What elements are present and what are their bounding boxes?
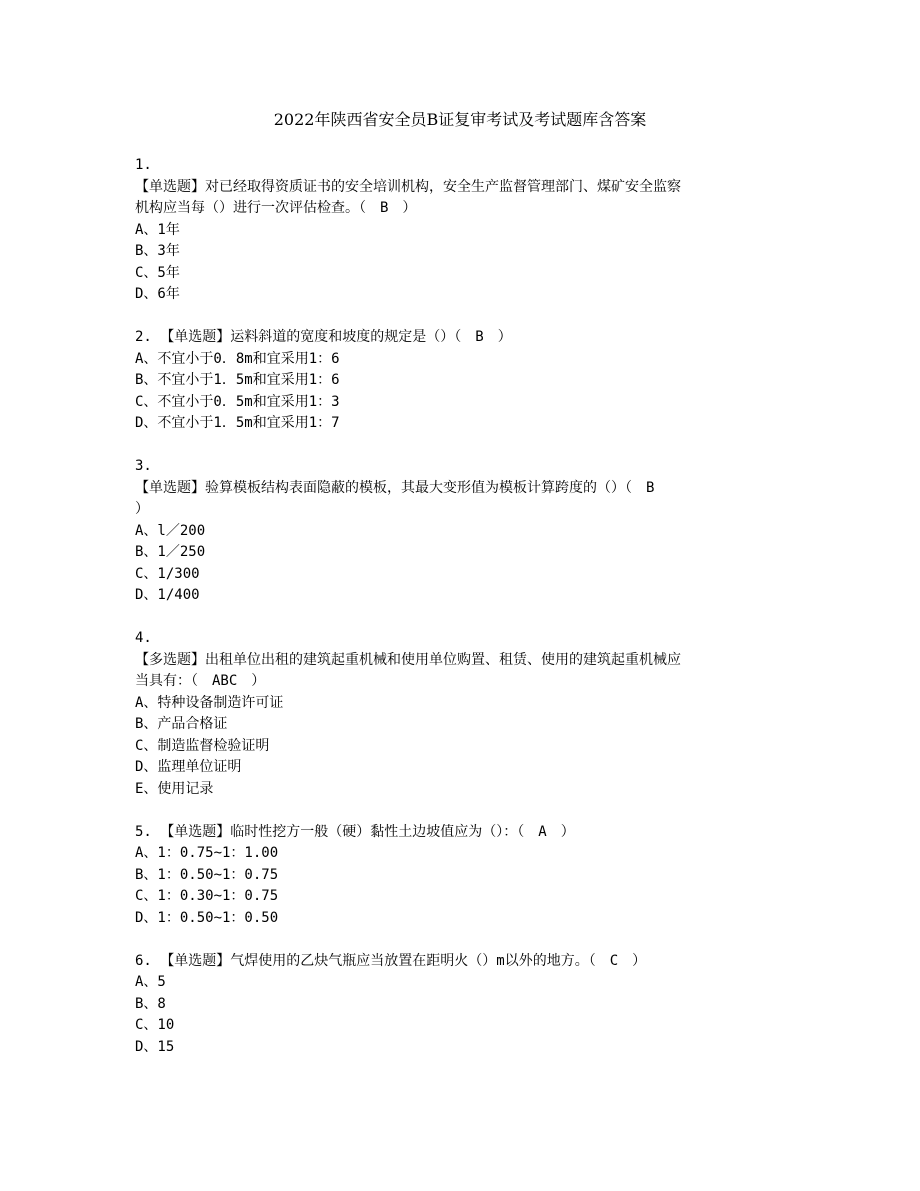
question-text: 机构应当每（）进行一次评估检查。（ B ）	[135, 200, 417, 216]
option-e: E、使用记录	[135, 780, 214, 797]
option-b: B、8	[135, 995, 166, 1012]
option-b: B、1：0.50~1：0.75	[135, 866, 279, 883]
question-2	[135, 327, 795, 435]
option-a: A、1：0.75~1：1.00	[135, 845, 279, 861]
question-text: ）	[135, 501, 149, 517]
option-d: D、不宜小于1．5m和宜采用1：7	[135, 415, 340, 431]
option-a: A、特种设备制造许可证	[135, 694, 284, 711]
option-c: C、10	[135, 1017, 175, 1033]
question-number: 1.	[135, 157, 152, 173]
option-d: D、1：0.50~1：0.50	[135, 909, 279, 926]
question-text: 2. 【单选题】运料斜道的宽度和坡度的规定是（）（ B ）	[135, 329, 512, 345]
document-title: 2022年陕西省安全员B证复审考试及考试题库含答案	[273, 110, 647, 129]
question-number: 4.	[135, 630, 152, 646]
option-a: A、5	[135, 974, 166, 990]
question-6	[135, 951, 795, 1059]
question-number: 3.	[135, 458, 152, 474]
option-b: B、产品合格证	[135, 716, 228, 732]
question-text: 5. 【单选题】临时性挖方一般（硬）黏性土边坡值应为（）：（ A ）	[135, 823, 575, 840]
option-b: B、不宜小于1．5m和宜采用1：6	[135, 372, 340, 388]
option-c: C、1：0.30~1：0.75	[135, 888, 279, 904]
question-text: 6. 【单选题】气焊使用的乙炔气瓶应当放置在距明火（）m以外的地方。（ C ）	[135, 952, 647, 969]
option-c: C、制造监督检验证明	[135, 737, 270, 754]
option-c: C、不宜小于0．5m和宜采用1：3	[135, 393, 340, 410]
question-list	[135, 155, 795, 1080]
question-1	[135, 155, 795, 306]
question-text: 【单选题】验算模板结构表面隐蔽的模板，其最大变形值为模板计算跨度的（）（ B	[135, 479, 655, 496]
option-a: A、l／200	[135, 522, 206, 539]
option-c: C、1/300	[135, 565, 200, 582]
option-a: A、不宜小于0．8m和宜采用1：6	[135, 350, 340, 367]
question-3	[135, 456, 795, 607]
question-5	[135, 822, 795, 930]
option-d: D、15	[135, 1038, 175, 1055]
option-b: B、1／250	[135, 544, 206, 560]
question-text: 【多选题】出租单位出租的建筑起重机械和使用单位购置、租赁、使用的建筑起重机械应	[135, 651, 681, 668]
question-text: 【单选题】对已经取得资质证书的安全培训机构，安全生产监督管理部门、煤矿安全监察	[135, 178, 681, 195]
option-d: D、6年	[135, 286, 180, 302]
option-b: B、3年	[135, 243, 180, 259]
option-a: A、1年	[135, 221, 180, 238]
option-d: D、监理单位证明	[135, 759, 242, 775]
question-text: 当具有：（ ABC ）	[135, 673, 266, 689]
option-d: D、1/400	[135, 587, 200, 603]
option-c: C、5年	[135, 264, 180, 281]
question-4	[135, 628, 795, 800]
